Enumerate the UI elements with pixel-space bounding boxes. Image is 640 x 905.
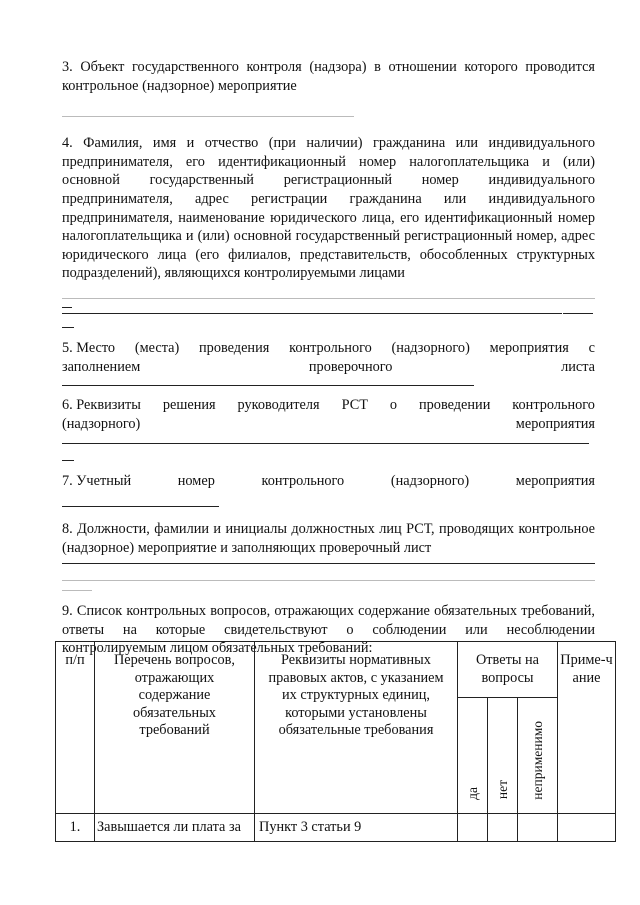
section-6-line-1 <box>62 396 595 415</box>
header-no: нет <box>494 780 510 800</box>
row-1-na-cell[interactable] <box>518 814 558 842</box>
s6-w4: РСТ <box>341 397 368 414</box>
s6-w9: мероприятия <box>515 415 595 432</box>
row-1-act: Пункт 3 статьи 9 <box>255 814 458 842</box>
s7-w2: номер <box>177 473 215 490</box>
section-9-text: 9. Список контрольных вопросов, отражающих содержание обязательных требований, ответы на которые свидетельствуют о соблюдении или несоблюдении контролируемым лицом обязательных требований: <box>62 603 595 657</box>
s7-w3: контрольного <box>261 473 345 490</box>
header-answers: Ответы на вопросы <box>458 642 558 698</box>
s5-w1: 5. Место <box>62 339 116 356</box>
header-acts: Реквизиты нормативных правовых актов, с указанием их структурных единиц, которыми установлены обязательные требования <box>255 642 458 814</box>
section-5-line-2 <box>62 358 595 377</box>
s6-w6: проведении <box>419 397 491 414</box>
header-yes: да <box>464 786 480 800</box>
table-header-row-1 <box>56 642 616 698</box>
table-row <box>56 814 616 842</box>
s5-w10: листа <box>561 358 595 375</box>
header-note: Приме-чание <box>558 642 616 814</box>
s5-w3: проведения <box>199 339 270 356</box>
s5-w2: (места) <box>134 339 180 356</box>
header-questions: Перечень вопросов, отражающих содержание обязательных требований <box>95 642 255 814</box>
header-na: неприменимо <box>529 720 545 800</box>
section-4-text: 4. Фамилия, имя и отчество (при наличии) гражданина или индивидуального предпринимателя, его идентификационный номер налогоплательщика и (или) основной государственный регистрационный номер индивидуального предпринимателя, адрес регистрации гражданина или индивидуального предпринимателя, наименование юридического лица, его идентификационный номер налогоплательщика и (или) основной государственный регистрационный номер, адрес юридического лица (его филиалов, представительств, обособленных структурных подразделений), являющихся контролируемыми лицами <box>62 135 595 282</box>
row-1-no-cell[interactable] <box>488 814 518 842</box>
row-1-yes-cell[interactable] <box>458 814 488 842</box>
s5-w6: мероприятия <box>489 339 569 356</box>
row-1-question: Завышается ли плата за <box>95 814 255 842</box>
s5-w7: с <box>588 339 595 356</box>
s5-w8: заполнением <box>62 358 141 375</box>
section-3-text: 3. Объект государственного контроля (надзора) в отношении которого проводится контрольное (надзорное) мероприятие <box>62 59 595 94</box>
s5-w9: проверочного <box>308 358 393 375</box>
section-4-fill-line-3 <box>62 313 562 314</box>
s7-w1: 7. Учетный <box>62 473 132 490</box>
document-page <box>62 58 595 658</box>
s6-w2: решения <box>162 397 216 414</box>
s7-w4: (надзорного) <box>390 473 470 490</box>
s5-w5: (надзорного) <box>391 339 470 356</box>
section-8-text: 8. Должности, фамилии и инициалы должностных лиц РСТ, проводящих контрольное (надзорное) мероприятие и заполняющих проверочный лист <box>62 520 595 556</box>
row-1-note-cell[interactable] <box>558 814 616 842</box>
s6-w7: контрольного <box>512 397 595 414</box>
checklist-table <box>55 641 616 842</box>
s6-w3: руководителя <box>237 397 320 414</box>
s5-w4: контрольного <box>289 339 372 356</box>
s6-w5: о <box>389 397 398 414</box>
section-4-fill-line-3b <box>563 313 593 314</box>
section-5-line-1 <box>62 339 595 358</box>
s6-w8: (надзорного) <box>62 415 141 432</box>
section-7-line-1 <box>62 472 595 491</box>
s6-w1: 6. Реквизиты <box>62 397 141 414</box>
section-6-line-2 <box>62 415 595 434</box>
s7-w5: мероприятия <box>515 473 595 490</box>
row-1-num: 1. <box>56 814 95 842</box>
header-num: п/п <box>56 642 95 814</box>
